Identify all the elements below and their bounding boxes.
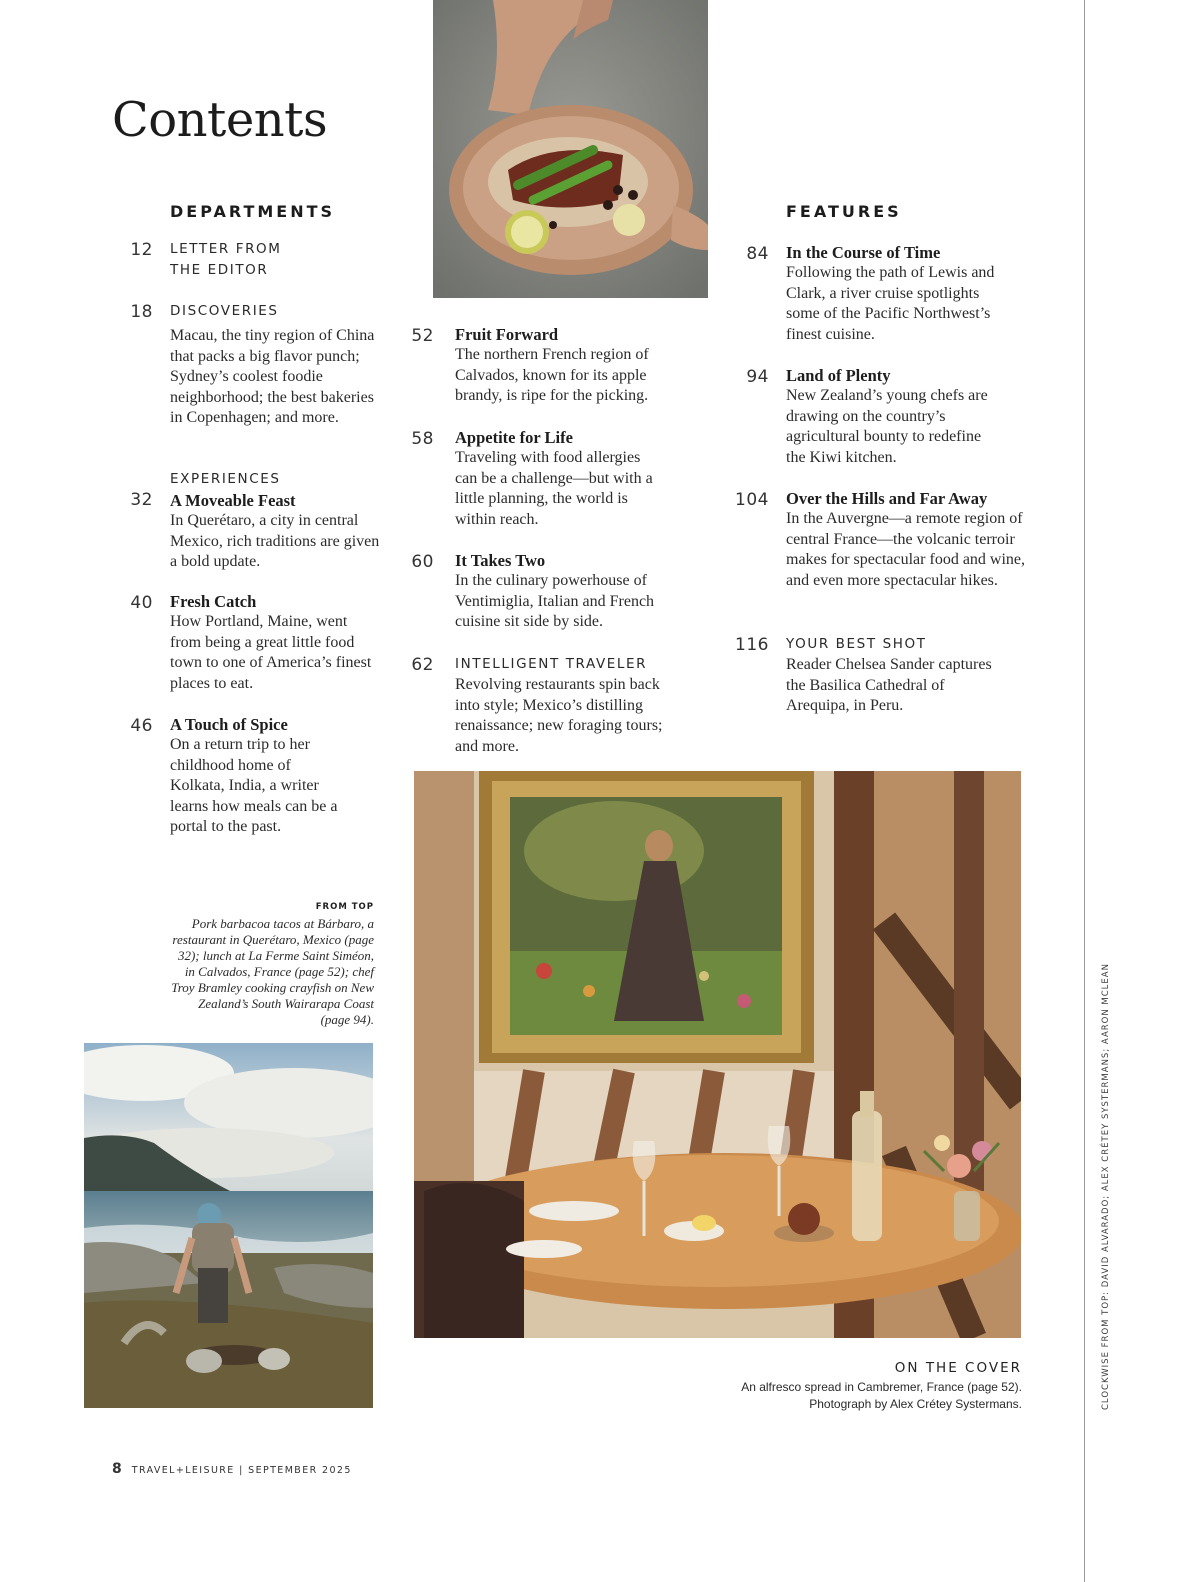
entry-label: INTELLIGENT TRAVELER xyxy=(455,656,648,672)
page-footer xyxy=(112,1461,352,1477)
page-number: 94 xyxy=(746,367,769,387)
toc-entry[interactable] xyxy=(786,488,1026,591)
page-number: 84 xyxy=(746,244,769,264)
entry-label: EXPERIENCES xyxy=(170,471,281,487)
entry-description: Following the path of Lewis and Clark, a river cruise spotlights some of the Pacific Northwest’s finest cuisine. xyxy=(786,264,995,343)
page-number: 40 xyxy=(130,593,153,613)
photo-caption xyxy=(170,902,374,1028)
entry-description: The northern French region of Calvados, known for its apple brandy, is ripe for the picking. xyxy=(455,346,649,405)
entry-description: In the Auvergne—a remote region of central France—the volcanic terroir makes for spectacular food and wine, and even more spectacular hikes. xyxy=(786,510,1026,589)
entry-label: DISCOVERIES xyxy=(170,303,279,319)
entry-description: Reader Chelsea Sander captures the Basilica Cathedral of Arequipa, in Peru. xyxy=(786,656,992,715)
cover-caption xyxy=(700,1360,1022,1413)
page-number: 60 xyxy=(411,552,434,572)
entry-headline: A Moveable Feast xyxy=(170,491,296,510)
cover-line-1: An alfresco spread in Cambremer, France (page 52). xyxy=(741,1380,1022,1394)
entry-description: Macau, the tiny region of China that packs a big flavor punch; Sydney’s coolest foodie neighborhood; the best bakeries in Copenhagen; and more. xyxy=(170,327,375,427)
entry-description: How Portland, Maine, went from being a great little food town to one of America’s finest places to eat. xyxy=(170,613,372,692)
entry-headline: Fresh Catch xyxy=(170,592,257,611)
entry-headline: Appetite for Life xyxy=(455,428,573,447)
caption-heading: FROM TOP xyxy=(315,902,374,912)
toc-entry[interactable] xyxy=(455,654,687,757)
dining-room-photo xyxy=(414,771,1021,1338)
cover-heading: ON THE COVER xyxy=(894,1360,1022,1376)
toc-entry[interactable] xyxy=(170,714,342,838)
entry-description: New Zealand’s young chefs are drawing on the country’s agricultural bounty to redefine the Kiwi kitchen. xyxy=(786,387,988,466)
toc-entry[interactable] xyxy=(786,634,1011,717)
footer-page-number: 8 xyxy=(112,1461,122,1477)
page-number: 46 xyxy=(130,716,153,736)
page-number: 104 xyxy=(735,490,769,510)
entry-description: Traveling with food allergies can be a challenge—but with a little planning, the world is within reach. xyxy=(455,449,653,528)
entry-description: Revolving restaurants spin back into style; Mexico’s distilling renaissance; new foraging tours; and more. xyxy=(455,676,663,755)
entry-headline: A Touch of Spice xyxy=(170,715,288,734)
taco-photo xyxy=(433,0,708,298)
margin-rule xyxy=(1084,0,1085,1582)
page-number: 52 xyxy=(411,326,434,346)
toc-entry[interactable] xyxy=(170,591,375,694)
entry-label: YOUR BEST SHOT xyxy=(786,636,927,652)
entry-headline: Land of Plenty xyxy=(786,366,891,385)
toc-entry[interactable] xyxy=(455,324,677,407)
toc-entry[interactable] xyxy=(786,242,1016,345)
page-number: 18 xyxy=(130,302,153,322)
entry-description: In Querétaro, a city in central Mexico, rich traditions are given a bold update. xyxy=(170,512,380,571)
entry-headline: In the Course of Time xyxy=(786,243,941,262)
features-heading: FEATURES xyxy=(786,202,902,221)
toc-entry[interactable] xyxy=(786,365,991,468)
entry-label: LETTER FROM THE EDITOR xyxy=(170,241,282,278)
toc-entry[interactable] xyxy=(455,550,680,633)
page-number: 32 xyxy=(130,490,153,510)
page-number: 116 xyxy=(735,635,769,655)
toc-entry[interactable] xyxy=(455,427,665,530)
coast-photo xyxy=(84,1043,373,1408)
entry-description: On a return trip to her childhood home of Kolkata, India, a writer learns how meals can be a portal to the past. xyxy=(170,736,338,836)
page-number: 58 xyxy=(411,429,434,449)
entry-headline: It Takes Two xyxy=(455,551,546,570)
cover-line-2: Photograph by Alex Crétey Systermans. xyxy=(809,1397,1022,1411)
toc-entry[interactable] xyxy=(170,469,382,573)
page-number: 62 xyxy=(411,655,434,675)
page-number: 12 xyxy=(130,240,153,260)
entry-headline: Fruit Forward xyxy=(455,325,559,344)
page-title: Contents xyxy=(112,92,328,148)
caption-text: Pork barbacoa tacos at Bárbaro, a restaurant in Querétaro, Mexico (page 32); lunch at La Ferme Saint Siméon, in Calvados, France (page 52); chef Troy Bramley cooking crayfish on New Zealand’s South Wairarapa Coast (page 94). xyxy=(171,916,374,1027)
toc-entry[interactable] xyxy=(170,239,300,281)
entry-description: In the culinary powerhouse of Ventimiglia, Italian and French cuisine sit side by side. xyxy=(455,572,655,631)
toc-entry[interactable] xyxy=(170,301,382,429)
footer-text: TRAVEL+LEISURE | SEPTEMBER 2025 xyxy=(131,1465,352,1476)
departments-heading: DEPARTMENTS xyxy=(170,202,336,221)
photo-credit: CLOCKWISE FROM TOP: DAVID ALVARADO; ALEX CRÉTEY SYSTERMANS; AARON MCLEAN xyxy=(1101,963,1111,1410)
entry-headline: Over the Hills and Far Away xyxy=(786,489,988,508)
